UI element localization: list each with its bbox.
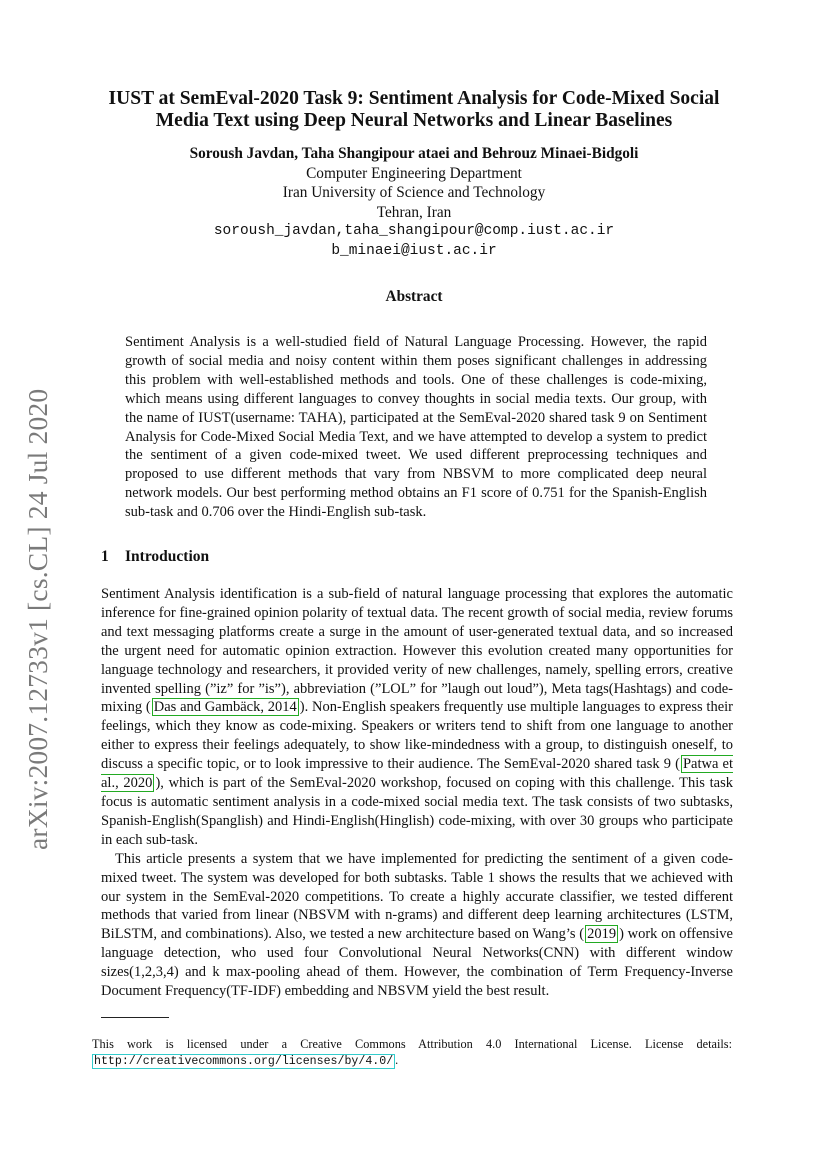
abstract-text: Sentiment Analysis is a well-studied field of Natural Language Processing. However, the rapid growth of social media and noisy content within them poses significant challenges in addressing this problem with well-established methods and tools. One of these challenges is code-mixing, which means using different languages to convey thoughts in social media texts. Our group, with the name of IUST(username: TAHA), participated at the SemEval-2020 shared task 9 on Sentiment Analysis for Code-Mixed Social Media Text, and we have attempted to develop a system to predict the sentiment of a given code-mixed tweet. We used different preprocessing techniques and proposed to use different methods that vary from NBSVM to more complicated deep neural network models. Our best performing method obtains an F1 score of 0.751 for the Spanish-English sub-task and 0.706 over the Hindi-English sub-task. xyxy=(125,334,707,521)
author-names: Soroush Javdan, Taha Shangipour ataei and Behrouz Minaei-Bidgoli xyxy=(189,145,639,162)
text-run: ) work on offensive language detection, who used four Convolutional Neural Networks(CNN) with different window sizes(1,2,3,4) and k max-pooling ahead of them. However, the combination of Term Frequency-Inverse Document Frequency(TF-IDF) embedding and NBSVM yield the best result. xyxy=(101,926,733,1000)
footnote-period: . xyxy=(395,1053,399,1067)
text-run: This article presents a system that we have implemented for predicting the sentiment of a given code-mixed tweet. The system was developed for both subtasks. Table 1 shows the results that we achieved with our system in the SemEval-2020 competitions. To create a highly accurate classifier, we tested different methods that varied from linear (NBSVM with n-grams) and different deep learning architectures (LSTM, BiLSTM, and combinations). Also, we tested a new architecture based on Wang’s ( xyxy=(101,850,733,943)
intro-paragraph-1 xyxy=(101,585,733,850)
footnote-divider xyxy=(101,1017,169,1018)
citation-link-patwa[interactable]: Patwa et al., 2020 xyxy=(101,756,733,792)
paper-title xyxy=(60,88,768,132)
license-text: This work is licensed under a Creative Commons Attribution 4.0 International License. License details: xyxy=(92,1037,732,1051)
license-url-link[interactable]: http://creativecommons.org/licenses/by/4.0/ xyxy=(94,1055,394,1068)
citation-link-wang[interactable]: 2019 xyxy=(587,926,617,943)
introduction-body xyxy=(101,585,733,1001)
email-line-2: b_minaei@iust.ac.ir xyxy=(331,242,497,259)
text-run: Sentiment Analysis identification is a sub-field of natural language processing that explores the automatic inference for fine-grained opinion polarity of textual data. The recent growth of social media, review forums and text messaging platforms create a surge in the amount of user-generated textual data, and so increased the urgent need for automatic opinion extraction. However this evolution created many opportunities for language technology and researchers, it provided verity of new challenges, namely, spelling errors, creative invented spelling (”iz” for ”is”), abbreviation (”LOL” for ”laugh out loud”), Meta tags(Hashtags) and code-mixing ( xyxy=(101,586,733,716)
section-title: Introduction xyxy=(125,548,210,565)
citation-link-das-gamback[interactable]: Das and Gambäck, 2014 xyxy=(153,699,297,716)
text-run: ), which is part of the SemEval-2020 workshop, focused on coping with this challenge. This task focus is automatic sentiment analysis in a code-mixed social media text. The task consists of two subtasks, Spanish-English(Spanglish) and Hindi-English(Hinglish) code-mixing, with over 30 groups who participate in each sub-task. xyxy=(101,775,733,848)
intro-paragraph-2 xyxy=(101,850,733,1001)
abstract-heading: Abstract xyxy=(385,288,443,305)
city: Tehran, Iran xyxy=(376,203,452,221)
section-number: 1 xyxy=(101,548,109,565)
author-block xyxy=(60,144,768,261)
department: Computer Engineering Department xyxy=(306,164,522,182)
university: Iran University of Science and Technology xyxy=(282,184,546,201)
section-heading-introduction xyxy=(101,548,209,566)
email-line-1: soroush_javdan,taha_shangipour@comp.iust.ac.ir xyxy=(213,223,615,239)
arxiv-identifier: arXiv:2007.12733v1 [cs.CL] 24 Jul 2020 xyxy=(22,388,53,850)
title-line-2: Media Text using Deep Neural Networks and Linear Baselines xyxy=(155,110,673,131)
text-run: ). Non-English speakers frequently use multiple languages to express their feelings, which they know as code-mixing. Speakers or writers tend to shift from one language to another either to express their feelings adequately, to show like-mindedness with a group, to distinguish oneself, to discuss a specific topic, or to look impressive to their audience. The SemEval-2020 shared task 9 ( xyxy=(101,699,733,773)
title-line-1: IUST at SemEval-2020 Task 9: Sentiment Analysis for Code-Mixed Social xyxy=(108,88,720,109)
license-footnote xyxy=(92,1036,732,1070)
